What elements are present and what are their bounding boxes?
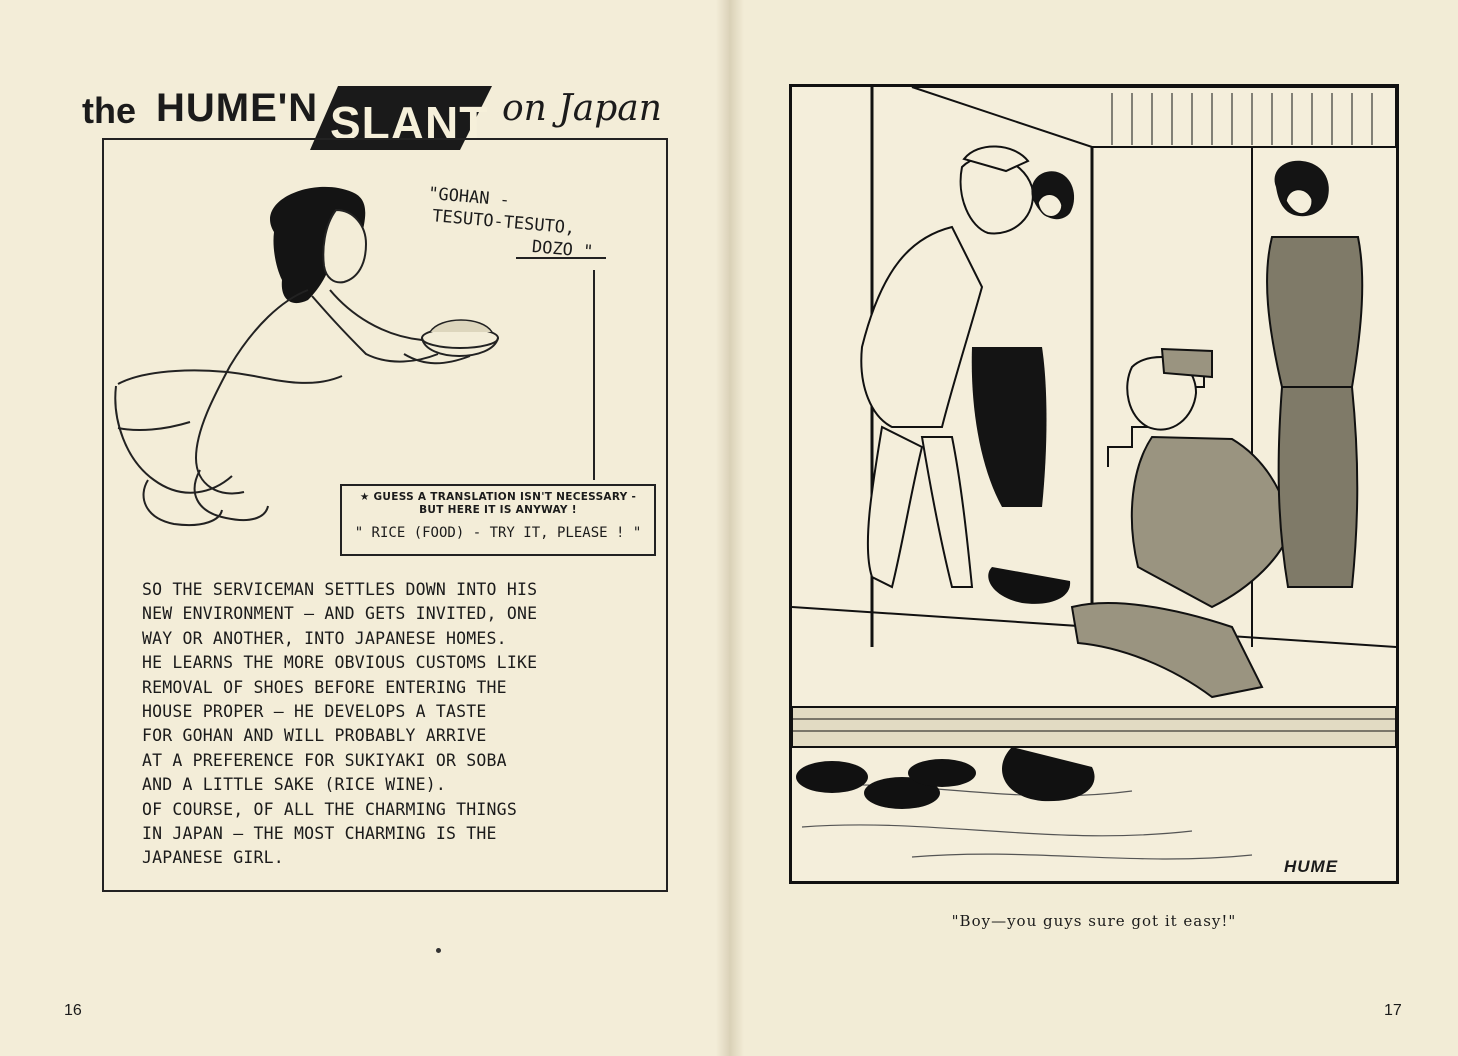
body-line: HE LEARNS THE MORE OBVIOUS CUSTOMS LIKE (142, 653, 538, 673)
book-gutter (716, 0, 744, 1056)
body-line: SO THE SERVICEMAN SETTLES DOWN INTO HIS (142, 580, 538, 599)
title-humen: HUME'N (156, 86, 319, 130)
body-line: AT A PREFERENCE FOR SUKIYAKI OR SOBA (142, 750, 507, 770)
body-line: FOR GOHAN AND WILL PROBABLY ARRIVE (142, 726, 487, 746)
translation-note-line-1: ★ GUESS A TRANSLATION ISN'T NECESSARY - (359, 491, 637, 503)
page-number-left: 16 (64, 1002, 82, 1019)
translation-box (340, 484, 656, 556)
body-line: WAY OR ANOTHER, INTO JAPANESE HOMES. (142, 628, 507, 648)
title-on-japan: on Japan (502, 88, 662, 129)
translation-text: " RICE (FOOD) - TRY IT, PLEASE ! " (354, 525, 642, 541)
speech-line-3: DOZO " (531, 236, 595, 263)
body-line: OF COURSE, OF ALL THE CHARMING THINGS (142, 799, 517, 819)
body-line: AND A LITTLE SAKE (RICE WINE). (142, 775, 447, 795)
cartoon-illustration (792, 87, 1396, 881)
print-speck (436, 948, 441, 953)
title-the: the (82, 90, 136, 131)
cartoon-panel (789, 84, 1399, 884)
illustrated-panel (102, 138, 668, 892)
body-line: IN JAPAN — THE MOST CHARMING IS THE (142, 824, 497, 844)
speech-line-1: "GOHAN - (427, 183, 511, 211)
translation-note (342, 486, 654, 517)
title-slant: SLANT (330, 97, 489, 149)
body-line: JAPANESE GIRL. (142, 848, 284, 868)
body-line: REMOVAL OF SHOES BEFORE ENTERING THE (142, 677, 507, 697)
cartoon-caption: "Boy—you guys sure got it easy!" (951, 912, 1237, 930)
speech-line-2: TESUTO-TESUTO, (431, 206, 576, 239)
body-line: NEW ENVIRONMENT — AND GETS INVITED, ONE (142, 604, 538, 624)
artist-signature: HUME (1284, 857, 1339, 876)
body-line: HOUSE PROPER — HE DEVELOPS A TASTE (142, 702, 487, 722)
right-page (729, 0, 1458, 1056)
page-number-right: 17 (1384, 1002, 1402, 1019)
translation-note-line-2: BUT HERE IT IS ANYWAY ! (419, 504, 577, 516)
body-text (142, 578, 664, 871)
